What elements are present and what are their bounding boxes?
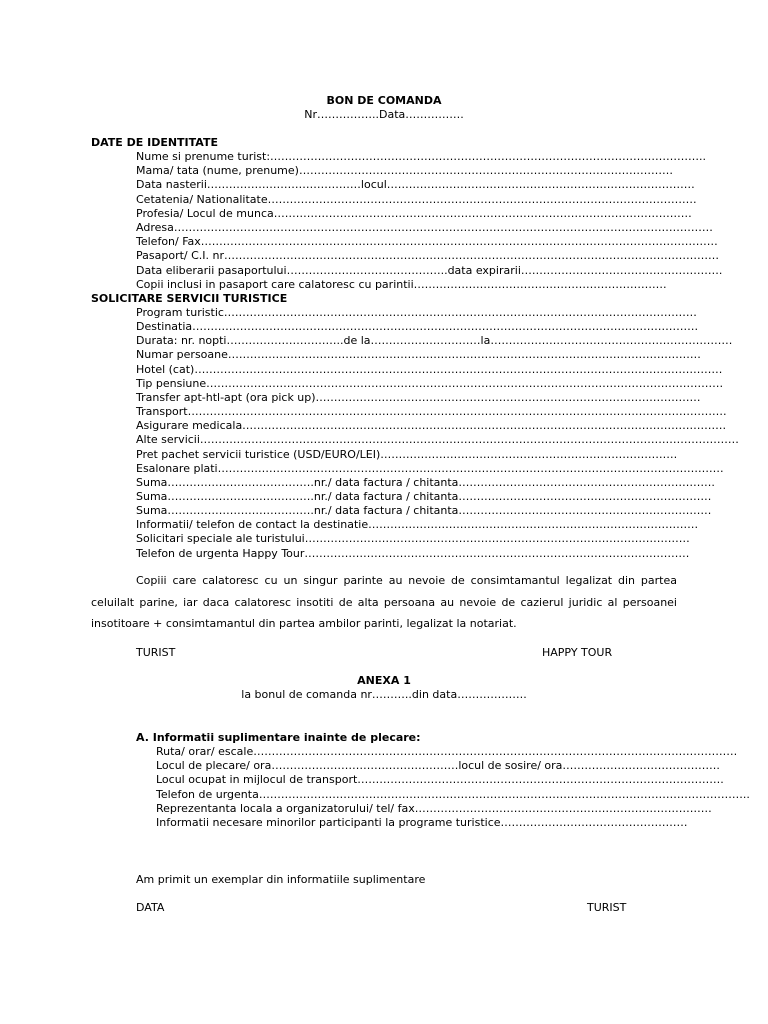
identity-field-line: Pasaport/ C.I. nr……………………………………………………………………………………………………………………… (136, 249, 720, 263)
service-field-line: Esalonare plati………………………………………………………………………………………………………………………… (136, 461, 724, 475)
identity-field-line: Telefon/ Fax…………………………………………………………………………………………………………………………… (136, 235, 718, 249)
identity-field-line: Nume si prenume turist:……………………………………………………………………………………………………….. (136, 150, 707, 163)
identity-field-line: Mama/ tata (nume, prenume)………………………………………………………………………………………… (136, 164, 673, 178)
service-field-line: Durata: nr. nopti…………………………..de la…………………………la………………………………………………………… (136, 334, 733, 348)
service-field-line: Informatii/ telefon de contact la destinatie……………………………………………………………………………… (136, 518, 699, 532)
service-field-line: Solicitari speciale ale turistului…………………………………………………………………………………………… (136, 532, 690, 546)
note-paragraph: Copiii care calatoresc cu un singur parinte au nevoie de consimtamantul legalizat din partea celuilalt parine, iar daca calatoresc insotiti de alta persoana au nevoie de cazierul juridic al persoanei insotitoare + consimtamantul din partea ambilor parinti, legalizat la notariat. (91, 574, 677, 630)
section-a-field-line: Locul ocupat in mijlocul de transport………………………………………………………………………………………. (156, 773, 724, 787)
document-title: BON DE COMANDA (326, 94, 442, 107)
service-field-line: Alte servicii………………………………………………………………………………………………………………………………… (136, 433, 739, 447)
section-a-field-line: Reprezentanta locala a organizatorului/ tel/ fax……………………………………………………………………… (156, 801, 712, 815)
service-field-line: Asigurare medicala…………………………………………………………………………………………………………………… (136, 419, 727, 433)
service-field-line: Hotel (cat)……………………………………………………………………………………………………………………………… (136, 362, 723, 376)
signature-turist-label: TURIST (136, 646, 176, 659)
signature-turist-label-2: TURIST (587, 901, 627, 914)
service-field-line: Suma………………………………….nr./ data factura / chitanta…………………………………………………………… (136, 504, 712, 518)
received-statement: Am primit un exemplar din informatiile suplimentare (136, 873, 426, 886)
section-a-field-line: Ruta/ orar/ escale…………………………………………………………………………………………………………………… (156, 745, 738, 758)
service-field-line: Destinatia………………………………………………………………………………………………………………………… (136, 320, 699, 334)
section-a-field-line: Telefon de urgenta…………………………………………………………………………………………………………………….. (156, 787, 750, 801)
service-field-line: Telefon de urgenta Happy Tour…………………………………………………………………………………………… (136, 546, 690, 560)
signature-data-label: DATA (136, 901, 165, 914)
service-field-line: Suma………………………………….nr./ data factura / chitanta…………………………………………………………… (136, 489, 712, 503)
section-a-heading: A. Informatii suplimentare inainte de plecare: (136, 731, 421, 744)
service-field-line: Program turistic………………………………………………………………………………………………………………… (136, 306, 697, 319)
identity-field-line: Profesia/ Locul de munca…………………………………………………………………………………………………… (136, 206, 692, 220)
annex-subtitle: la bonul de comanda nr………..din data………………. (241, 688, 527, 701)
service-field-line: Suma………………………………….nr./ data factura / chitanta……………………………………………………………. (136, 475, 715, 489)
identity-field-line: Data eliberarii pasaportului……………………………………..data expirarii………………………………………………. (136, 263, 723, 277)
identity-field-line: Adresa………………………………………………………………………………………………………………………………… (136, 221, 713, 234)
section-a-field-line: Informatii necesare minorilor participanti la programe turistice…………………………………………… (156, 816, 688, 829)
annex-title: ANEXA 1 (357, 674, 411, 687)
services-heading: SOLICITARE SERVICII TURISTICE (91, 292, 288, 305)
identity-field-line: Copii inclusi in pasaport care calatoresc cu parintii…………………………………………………………… (136, 277, 667, 291)
section-a-field-line: Locul de plecare/ ora……………………………………………locul de sosire/ ora……………………………………. (156, 759, 720, 773)
service-field-line: Numar persoane………………………………………………………………………………………………………………… (136, 348, 701, 362)
signature-happy-tour-label: HAPPY TOUR (542, 646, 613, 659)
identity-field-line: Data nasterii……………………………………locul………………………………………………………………………… (136, 178, 695, 192)
service-field-line: Pret pachet servicii turistice (USD/EURO/LEI)……………………………………………………………………… (136, 447, 678, 461)
identity-heading: DATE DE IDENTITATE (91, 136, 218, 149)
identity-field-line: Cetatenia/ Nationalitate……………………………………………………………………………………………………… (136, 192, 697, 206)
service-field-line: Transfer apt-htl-apt (ora pick up)…………………………………………………………………………………………… (136, 390, 701, 404)
service-field-line: Tip pensiune…………………………………………………………………………………………………………………………… (136, 376, 724, 390)
service-field-line: Transport………………………………………………………………………………………………………………………………… (136, 405, 727, 419)
document-subtitle: Nr……………..Data……………. (304, 108, 464, 121)
